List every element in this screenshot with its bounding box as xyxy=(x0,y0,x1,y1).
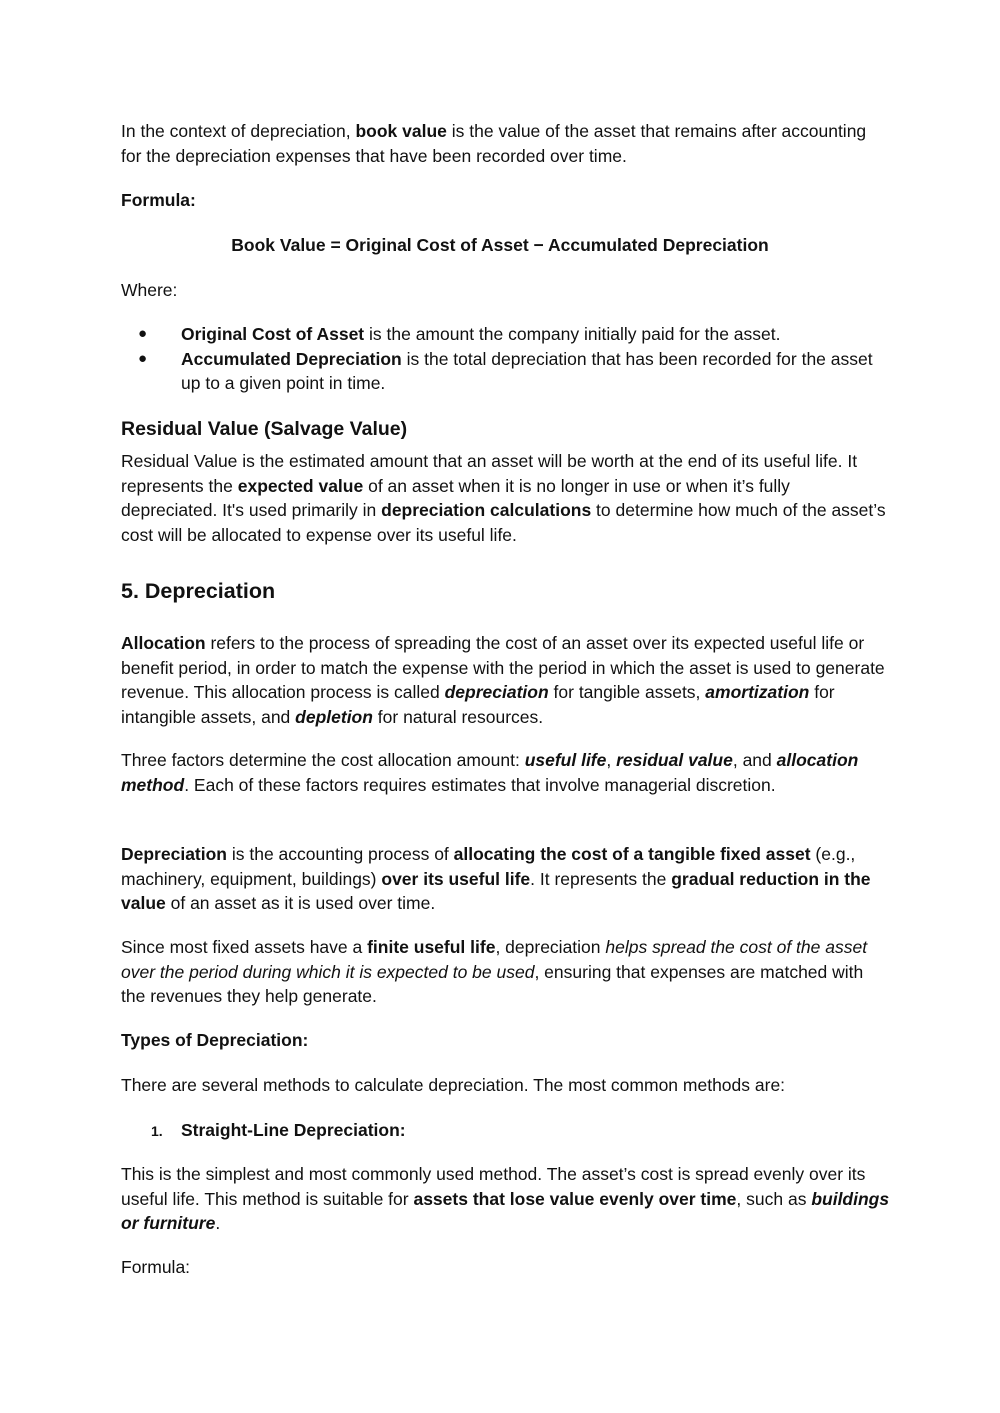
list-item: 1. Straight-Line Depreciation: xyxy=(121,1118,891,1143)
list-item: ● Original Cost of Asset is the amount the company initially paid for the asset. xyxy=(121,322,891,347)
book-value-formula: Book Value = Original Cost of Asset − Accumulated Depreciation xyxy=(231,235,769,255)
methods-list xyxy=(121,1118,891,1143)
factors-paragraph: Three factors determine the cost allocation amount: useful life, residual value, and allocation method. Each of these factors requires estimates that involve managerial discretion. xyxy=(121,750,859,795)
bullet-icon: ● xyxy=(138,349,148,367)
list-item: ● Accumulated Depreciation is the total depreciation that has been recorded for the asset up to a given point in time. xyxy=(138,348,873,393)
residual-value-paragraph: Residual Value is the estimated amount that an asset will be worth at the end of its useful life. It represents the expected value of an asset when it is no longer in use or when it’s fully depreciated. It's used primarily in depreciation calculations to determine how much of the asset’s cost will be allocated to expense over its useful life. xyxy=(121,451,886,545)
formula-label: Formula: xyxy=(121,1257,191,1277)
allocation-paragraph: Allocation refers to the process of spreading the cost of an asset over its expected useful life or benefit period, in order to match the expense with the period in which the asset is used to generate revenue. This allocation process is called depreciation for tangible assets, amortization for intangible assets, and depletion for natural resources. xyxy=(121,633,885,727)
list-number: 1. xyxy=(151,1123,163,1139)
bullet-icon: ● xyxy=(138,325,148,342)
types-intro: There are several methods to calculate depreciation. The most common methods are: xyxy=(121,1075,786,1095)
where-list xyxy=(121,322,891,396)
book-value-term: book value xyxy=(355,121,447,141)
book-value-paragraph: In the context of depreciation, book value is the value of the asset that remains after accounting for the depreciation expenses that have been recorded over time. xyxy=(121,121,867,166)
types-heading: Types of Depreciation: xyxy=(121,1030,309,1050)
where-label: Where: xyxy=(121,280,178,300)
formula-heading: Formula: xyxy=(121,190,196,210)
depreciation-definition-paragraph: Depreciation is the accounting process of allocating the cost of a tangible fixed asset (e.g., machinery, equipment, buildings) over its useful life. It represents the gradual reduction in the value of an asset as it is used over time. xyxy=(121,844,871,913)
section-heading-depreciation: 5. Depreciation xyxy=(121,579,276,603)
straight-line-paragraph: This is the simplest and most commonly used method. The asset’s cost is spread evenly over its useful life. This method is suitable for assets that lose value evenly over time, such as buildings or furniture. xyxy=(121,1164,890,1233)
residual-value-heading: Residual Value (Salvage Value) xyxy=(121,418,408,440)
finite-life-paragraph: Since most fixed assets have a finite useful life, depreciation helps spread the cost of the asset over the period during which it is expected to be used, ensuring that expenses are matched with the revenues they help generate. xyxy=(121,937,868,1006)
